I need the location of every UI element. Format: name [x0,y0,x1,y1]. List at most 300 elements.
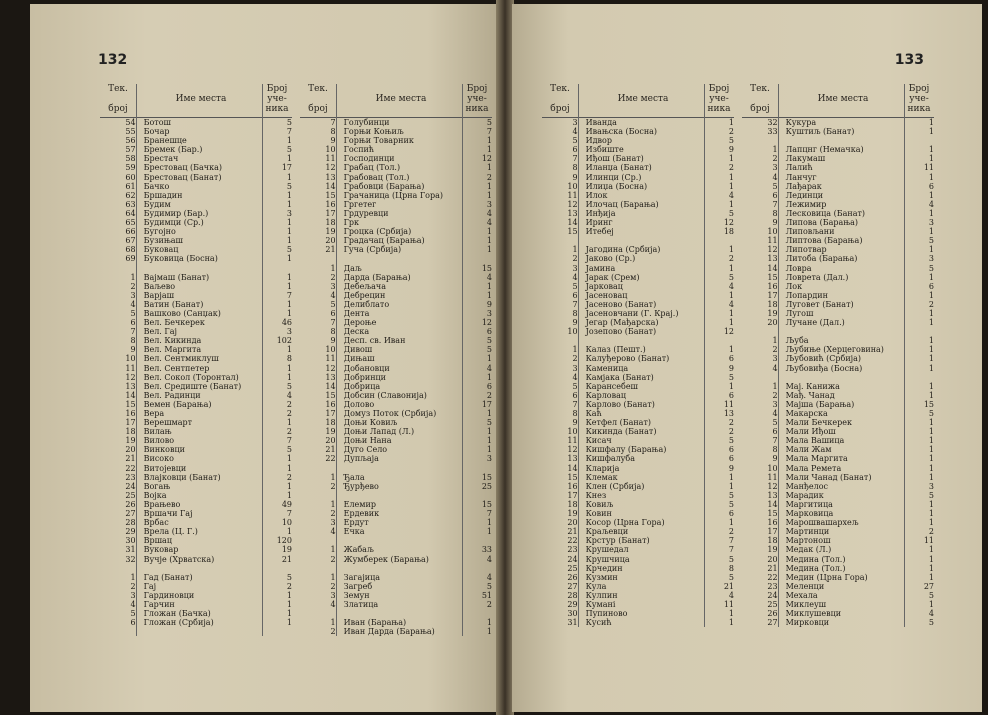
header-count: Број [908,84,930,94]
table-row [300,154,492,163]
table-row [742,427,934,436]
place-name: Иђош (Банат) [585,154,644,164]
student-count: 1 [286,136,292,146]
table-row [100,118,292,127]
student-count: 1 [286,599,292,609]
table-row [542,364,734,373]
table-row [742,200,934,209]
table-row [742,382,934,391]
table-row [542,154,734,163]
student-count: 1 [286,590,292,600]
place-name: Лежимир [785,199,827,209]
student-count: 102 [276,336,292,346]
place-name: Ковиљ [585,499,614,509]
place-name: Миклушевци [785,609,842,619]
table-row [542,600,734,609]
place-name: Мартинци [785,527,830,537]
student-count: 1 [928,308,934,318]
row-number: 2 [772,154,778,164]
place-name: Карловац [585,390,627,400]
table-row [100,500,292,509]
table-row [742,336,934,345]
place-name: Литоба (Барања) [785,254,858,264]
place-name: Вел. Средиште (Банат) [143,381,242,391]
row-number: 11 [567,436,578,446]
table-row [100,300,292,309]
place-name: Итебеј [585,227,614,237]
row-number: 15 [767,272,778,282]
table-row [742,582,934,591]
row-number: 54 [125,118,136,127]
student-count: 1 [728,181,734,191]
place-name: Кисач [585,436,612,446]
row-number: 62 [125,190,136,200]
place-name: Гај [143,581,157,591]
table-row [542,373,734,382]
table-row [542,436,734,445]
student-count: 1 [486,527,492,537]
student-count: 1 [486,445,492,455]
place-name: Калуђерово (Банат) [585,354,670,364]
table-row [742,127,934,136]
row-number: 3 [572,118,578,127]
student-count: 1 [928,227,934,237]
row-number: 2 [572,254,578,264]
student-count: 4 [486,554,492,564]
table-row [100,145,292,154]
table-row [542,345,734,354]
place-name: Мали Иђош [785,427,836,437]
student-count: 4 [728,590,734,600]
place-name: Кикинда (Банат) [585,427,657,437]
place-name: Јасеново (Банат) [585,299,657,309]
student-count: 2 [286,409,292,418]
place-name: Ватин (Банат) [143,299,204,309]
table-row [100,254,292,263]
section-gap [300,536,492,545]
place-name: Јарковац [585,281,623,291]
row-number: 9 [330,136,336,146]
row-number: 13 [767,490,778,500]
student-count: 1 [928,363,934,373]
row-number: 31 [567,618,578,628]
table-row [742,482,934,491]
place-name: Долово [343,399,375,409]
student-count: 1 [928,563,934,573]
student-count: 1 [928,318,934,328]
row-number: 8 [572,163,578,173]
section-gap [300,254,492,263]
place-name: Даљ [343,263,362,273]
row-number: 16 [567,481,578,491]
student-count: 5 [486,418,492,428]
row-number: 20 [767,318,778,328]
place-name: Вел. Сентпетер [143,363,210,373]
row-number: 12 [567,199,578,209]
header-rule [100,117,292,118]
student-count: 5 [286,445,292,455]
row-number: 68 [125,245,136,255]
row-number: 21 [325,245,336,255]
row-number: 3 [330,590,336,600]
place-name: Лопардин [785,290,828,300]
table-row [100,327,292,336]
table-row [542,282,734,291]
student-count: 1 [286,418,292,428]
place-name: Јамина [585,263,616,273]
place-name: Мартонош [785,536,831,546]
place-name: Мађ. Чанад [785,390,835,400]
student-count: 1 [286,308,292,318]
row-number: 10 [325,145,336,155]
table-row [100,127,292,136]
student-count: 5 [728,136,734,146]
student-count: 1 [728,472,734,482]
place-name: Бранешце [143,136,187,146]
table-row [742,391,934,400]
table-row [300,573,492,582]
table-row [100,354,292,363]
row-number: 6 [572,390,578,400]
row-number: 1 [772,145,778,155]
row-number: 7 [330,318,336,328]
place-name: Мај. Канижа [785,381,840,391]
place-name: Грачаница (Црна Гора) [343,190,443,200]
header-place: Име места [617,94,669,104]
place-name: Лок [785,281,803,291]
place-name: Кукура [785,118,817,127]
row-number: 6 [572,145,578,155]
place-name: Мала Маргита [785,454,848,464]
place-name: Лалић [785,163,813,173]
row-number: 3 [772,354,778,364]
student-count: 3 [486,308,492,318]
row-number: 8 [572,308,578,318]
table-row [300,600,492,609]
table-row [742,209,934,218]
row-number: 4 [772,363,778,373]
table-row [100,136,292,145]
student-count: 1 [286,490,292,500]
place-name: Гарчин [143,599,175,609]
place-name: Госпић [343,145,375,155]
place-name: Вел. Сентмиклуш [143,354,219,364]
place-name: Вучје (Хрватска) [143,554,215,564]
table-row [300,264,492,273]
table-row [300,582,492,591]
table-row [542,418,734,427]
place-name: Дероње [343,318,377,328]
place-name: Макарска [785,409,828,418]
row-number: 1 [330,545,336,555]
student-count: 8 [286,354,292,364]
place-name: Елемир [343,499,376,509]
place-name: Меленци [785,581,825,591]
table-row [300,345,492,354]
place-name: Лугош [785,308,814,318]
section-gap [542,336,734,345]
table-row [542,500,734,509]
student-count: 1 [486,436,492,446]
student-count: 3 [286,208,292,218]
student-count: 6 [928,281,934,291]
row-number: 30 [567,609,578,619]
student-count: 1 [928,436,934,446]
table-row [542,291,734,300]
table-row [742,345,934,354]
place-name: Ечка [343,527,365,537]
table-row [542,136,734,145]
place-name: Кузмин [585,572,618,582]
table-row [300,136,492,145]
row-number: 20 [567,518,578,528]
table-row [100,282,292,291]
student-count: 12 [481,318,492,328]
place-name: Вршачи Гај [143,509,193,519]
place-name: Варјаш [143,290,175,300]
student-count: 5 [728,272,734,282]
place-name: Добрица [343,381,381,391]
student-count: 2 [286,581,292,591]
place-name: Гардиновци [143,590,195,600]
student-count: 1 [486,427,492,437]
row-number: 11 [125,363,136,373]
student-count: 21 [281,554,292,564]
table-row [100,291,292,300]
row-number: 8 [772,208,778,218]
student-count: 2 [286,399,292,409]
table-row [542,300,734,309]
row-number: 31 [125,545,136,555]
place-name: Липовљани [785,227,835,237]
table-row [742,564,934,573]
row-number: 24 [125,481,136,491]
table-row [300,163,492,172]
student-count: 5 [928,263,934,273]
table-row [542,382,734,391]
row-number: 23 [767,581,778,591]
student-count: 1 [286,199,292,209]
student-count: 51 [481,590,492,600]
table-row [542,273,734,282]
student-count: 1 [928,336,934,346]
student-count: 4 [486,272,492,282]
place-name: Жабаљ [343,545,374,555]
place-name: Ђала [343,472,365,482]
row-number: 26 [125,499,136,509]
table-row [100,518,292,527]
student-count: 1 [286,609,292,619]
row-number: 19 [767,308,778,318]
table-row [100,418,292,427]
student-count: 1 [928,427,934,437]
table-row [300,509,492,518]
row-number: 14 [125,390,136,400]
section-gap [742,136,934,145]
table-row [742,354,934,363]
table-row [542,527,734,536]
place-name: Брестач [143,154,179,164]
row-number: 3 [130,290,136,300]
table-row [742,618,934,627]
table-row [542,454,734,463]
place-name: Добановци [343,363,390,373]
student-count: 2 [728,427,734,437]
table-row [742,118,934,127]
student-count: 5 [928,409,934,418]
row-number: 4 [572,372,578,382]
table-row [300,200,492,209]
student-count: 5 [486,118,492,127]
place-name: Кнез [585,490,607,500]
row-number: 63 [125,199,136,209]
table-row [100,318,292,327]
student-count: 1 [928,145,934,155]
row-number: 65 [125,218,136,228]
student-count: 6 [728,454,734,464]
table-row [300,545,492,554]
column-divider [704,84,705,627]
table-header [542,84,734,118]
table-row [300,227,492,236]
place-name: Ердевик [343,509,380,519]
table-row [100,536,292,545]
student-count: 5 [928,590,934,600]
row-number: 8 [330,327,336,337]
place-name: Јарак (Срем) [585,272,640,282]
column-divider [578,84,579,627]
place-name: Илинци (Ср.) [585,172,642,182]
student-count: 2 [728,163,734,173]
place-name: Иванда [585,118,617,127]
student-count: 1 [928,499,934,509]
table-row [100,218,292,227]
place-name: Бузињаш [143,236,183,246]
table-row [542,391,734,400]
place-name: Инђија [585,208,616,218]
row-number: 33 [767,127,778,137]
row-number: 25 [125,490,136,500]
table-row [300,191,492,200]
student-count: 6 [728,509,734,519]
table-row [300,236,492,245]
place-name: Маргитица [785,499,833,509]
table-row [742,145,934,154]
student-count: 1 [928,554,934,564]
student-count: 1 [928,390,934,400]
student-count: 10 [281,518,292,528]
place-name: Манђелос [785,481,829,491]
section-gap [100,564,292,573]
row-number: 29 [125,527,136,537]
student-count: 1 [486,181,492,191]
place-name: Ваљево [143,281,176,291]
place-name: Грабац (Тол.) [343,163,401,173]
place-name: Дента [343,308,370,318]
table-row [742,509,934,518]
student-count: 7 [286,509,292,519]
table-row [100,273,292,282]
row-number: 8 [330,127,336,137]
row-number: 27 [767,618,778,628]
row-number: 69 [125,254,136,264]
place-name: Вилањ [143,427,172,437]
table-row [100,482,292,491]
student-count: 5 [928,618,934,628]
table-row [300,327,492,336]
student-count: 1 [928,545,934,555]
place-name: Врањево [143,499,181,509]
row-number: 5 [572,381,578,391]
place-name: Брестовац (Банат) [143,172,222,182]
place-name: Будим [143,199,171,209]
table-row [300,418,492,427]
row-number: 23 [125,472,136,482]
place-name: Вашково (Санџак) [143,308,221,318]
student-count: 3 [928,481,934,491]
student-count: 2 [486,172,492,182]
student-count: 2 [728,527,734,537]
row-number: 4 [330,527,336,537]
table-row [742,573,934,582]
table-row [100,345,292,354]
student-count: 1 [728,618,734,628]
table-row [300,118,492,127]
place-name: Идвор [585,136,612,146]
header-place: Име места [375,94,427,104]
row-number: 17 [567,490,578,500]
row-number: 28 [125,518,136,528]
place-name: Ердут [343,518,369,528]
table-row [542,518,734,527]
student-count: 1 [286,154,292,164]
table-row [300,282,492,291]
row-number: 1 [572,245,578,255]
row-number: 9 [572,318,578,328]
place-name: Ивањска (Босна) [585,127,658,137]
place-name: Липова (Барања) [785,218,859,228]
row-number: 4 [330,599,336,609]
row-number: 5 [130,308,136,318]
row-number: 5 [330,299,336,309]
student-count: 1 [486,618,492,628]
header-count: Број [708,84,730,94]
row-number: 13 [767,254,778,264]
table-row [100,200,292,209]
table-row [100,336,292,345]
table-row [100,173,292,182]
table-row [300,291,492,300]
row-number: 2 [330,554,336,564]
table-row [742,536,934,545]
table-row [100,573,292,582]
row-number: 4 [772,172,778,182]
place-name: Земун [343,590,370,600]
place-name: Лесковица (Банат) [785,208,866,218]
row-number: 20 [325,436,336,446]
place-name: Винковци [143,445,185,455]
section-gap [742,327,934,336]
row-number: 1 [130,272,136,282]
table-row [542,618,734,627]
student-count: 6 [928,181,934,191]
place-name: Иланџа (Банат) [585,163,652,173]
student-count: 1 [486,136,492,146]
student-count: 1 [928,127,934,137]
row-number: 10 [767,227,778,237]
table-row [542,536,734,545]
row-number: 5 [772,418,778,428]
